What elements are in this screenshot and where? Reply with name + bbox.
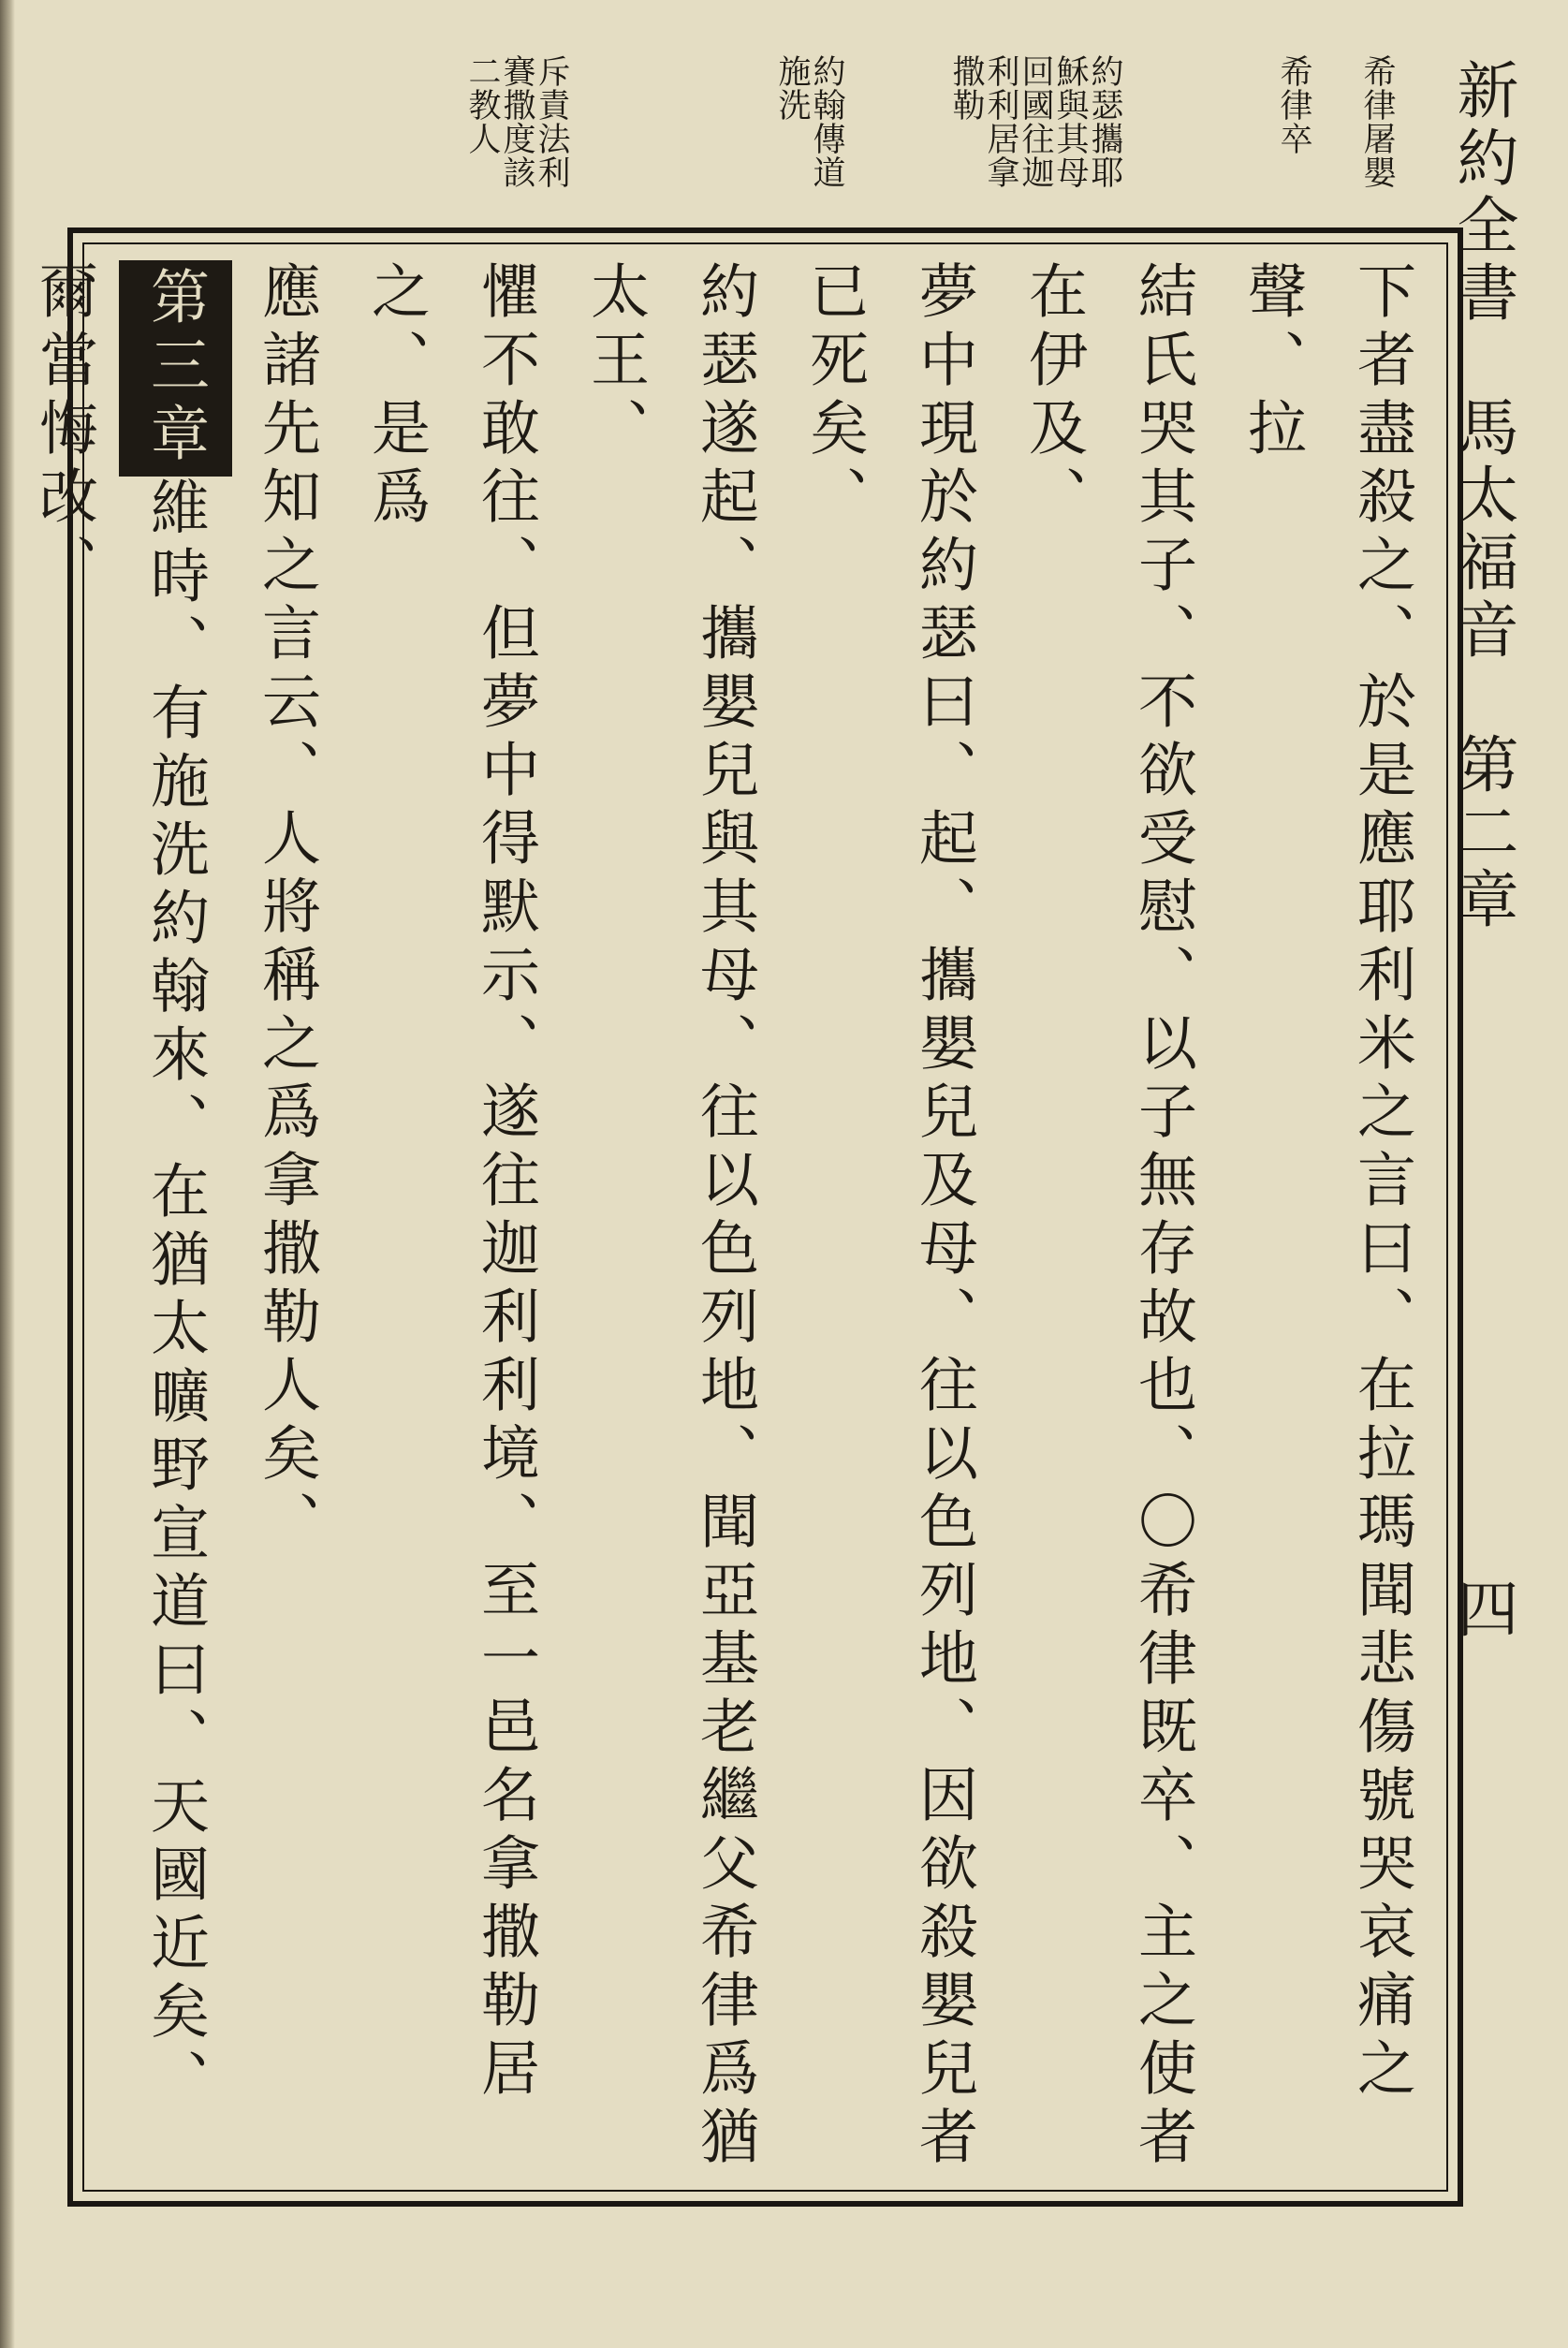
text-line: 約瑟遂起、攜嬰兒與其母、往以色列地、聞亞基老繼父希律爲猶太王、 [581, 260, 759, 2174]
text-line: 維時、有施洗約翰來、在猶太曠野宣道曰、天國近矣、爾當悔改、 [30, 260, 210, 2117]
text-line: 懼不敢往、但夢中得默示、遂往迦利利境、至一邑名拿撒勒居之、是爲 [362, 260, 540, 2106]
main-text-block [0, 260, 1437, 2179]
margin-note: 約瑟攜耶 穌與其母 回國往迦 利利居拿 撒勒 [947, 54, 1123, 189]
margin-note: 斥責法利 賽撒度該 二教人 [463, 54, 570, 189]
margin-note: 希律屠嬰 [1358, 54, 1396, 189]
margin-notes [464, 54, 1394, 237]
text-line: 夢中現於約瑟曰、起、攜嬰兒及母、往以色列地、因欲殺嬰兒者已死矣、 [800, 260, 978, 2174]
text-line: 下者盡殺之、於是應耶利米之言曰、在拉瑪聞悲傷號哭哀痛之聲、拉 [1238, 260, 1416, 2106]
margin-note: 希律卒 [1275, 54, 1312, 155]
text-line: 應諸先知之言云、人將稱之爲拿撒勒人矣、 [253, 260, 321, 1559]
text-line: 結氏哭其子、不欲受慰、以子無存故也、〇希律既卒、主之使者在伊及、 [1019, 260, 1197, 2174]
chapter-start-line [9, 260, 232, 2179]
text-line [0, 260, 9, 2179]
chapter-heading: 第三章 [119, 260, 232, 477]
running-title: 新約全書 馬太福音 第二章 [1446, 58, 1518, 934]
margin-note: 約翰傳道 施洗 [773, 54, 845, 189]
page-number: 四 [1446, 1577, 1518, 1644]
